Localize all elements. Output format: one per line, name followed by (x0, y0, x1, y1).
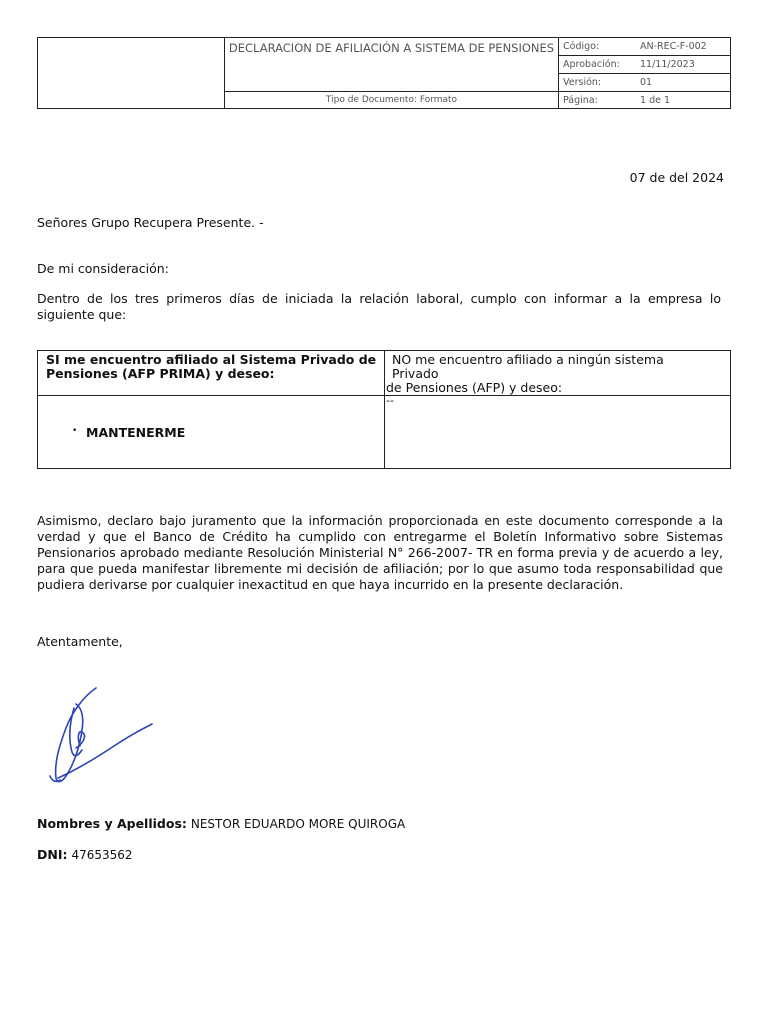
name-value: NESTOR EDUARDO MORE QUIROGA (190, 817, 406, 831)
sworn-declaration: Asimismo, declaro bajo juramento que la información proporcionada en este documento corresponde a la verdad y que el Banco de Crédito ha cumplido con entregarme el Boletín Informativo sobre Sistemas Pensionarios aprobado mediante Resolución Ministerial N° 266-2007- TR en forma previa y de acuerdo a ley, para que pueda manifestar libremente mi decisión de afiliación; por lo que asumo toda responsabilidad que pudiera derivarse por cualquier inexactitud en que haya incurrido en la presente declaración. (37, 513, 723, 592)
meta-row-page (559, 92, 730, 109)
meta-key: Aprobación: (563, 59, 620, 70)
affiliation-options-table (37, 350, 731, 469)
option-not-affiliated-header (386, 353, 726, 395)
option-not-affiliated-choice: -- (386, 394, 394, 407)
meta-row-code (559, 38, 730, 56)
document-meta (559, 38, 730, 109)
meta-key: Página: (563, 95, 598, 106)
document-type: Tipo de Documento: Formato (225, 92, 559, 109)
option-affiliated-choice: MANTENERME (86, 425, 186, 440)
letter-addressee: Señores Grupo Recupera Presente. - (37, 215, 264, 230)
document-header-table (37, 37, 731, 109)
letter-date: 07 de del 2024 (629, 170, 724, 185)
meta-value: 1 de 1 (640, 95, 671, 106)
letter-greeting: De mi consideración: (37, 261, 169, 276)
name-label: Nombres y Apellidos: (37, 816, 187, 831)
header-line: NO me encuentro afiliado a ningún sistema (392, 352, 664, 367)
logo-cell (38, 38, 225, 109)
header-line: Privado (392, 366, 439, 381)
meta-value: 01 (640, 77, 653, 88)
handwritten-signature (36, 678, 166, 790)
meta-row-version (559, 74, 730, 92)
dni-value: 47653562 (71, 848, 133, 862)
meta-value: 11/11/2023 (640, 59, 695, 70)
signer-dni-line (37, 847, 133, 863)
signer-name-line (37, 816, 405, 832)
meta-value: AN-REC-F-002 (640, 41, 707, 52)
meta-row-approval (559, 56, 730, 74)
meta-key: Código: (563, 41, 600, 52)
table-divider-horizontal (38, 395, 730, 396)
dni-label: DNI: (37, 847, 68, 862)
document-title: DECLARACION DE AFILIACIÓN A SISTEMA DE PENSIONES (225, 38, 559, 92)
letter-closing: Atentamente, (37, 634, 123, 649)
meta-key: Versión: (563, 77, 602, 88)
header-line: de Pensiones (AFP) y deseo: (386, 380, 563, 395)
bullet-icon: • (72, 426, 78, 436)
option-affiliated-header: SI me encuentro afiliado al Sistema Privado de Pensiones (AFP PRIMA) y deseo: (46, 352, 377, 381)
letter-intro: Dentro de los tres primeros días de iniciada la relación laboral, cumplo con informar a la empresa lo siguiente que: (37, 291, 721, 322)
